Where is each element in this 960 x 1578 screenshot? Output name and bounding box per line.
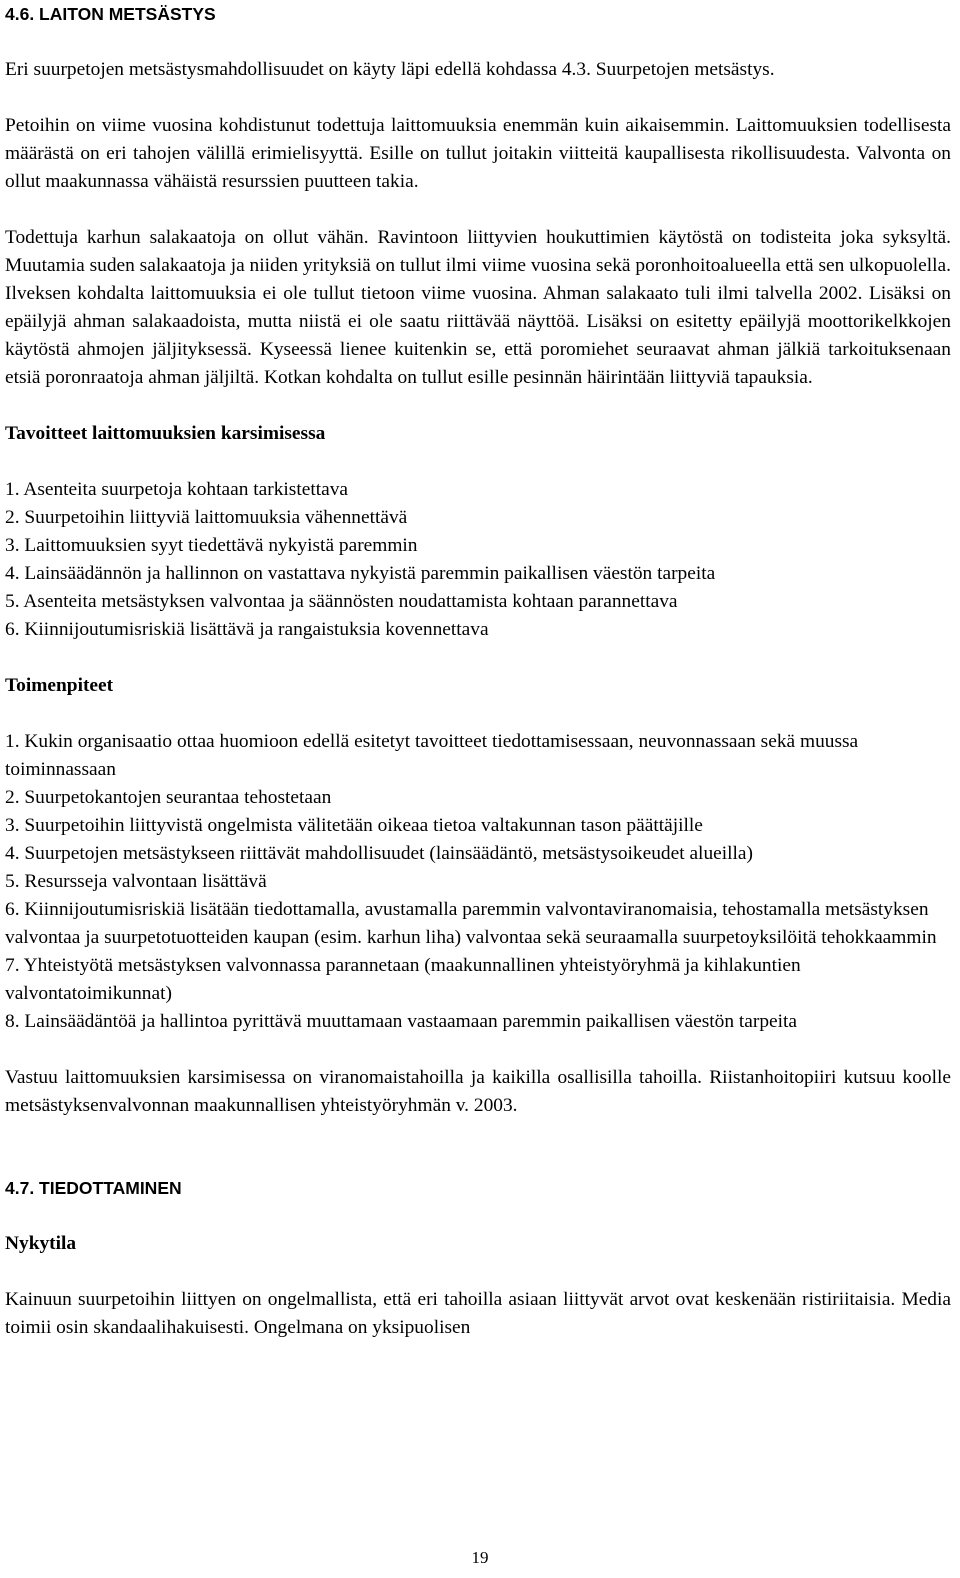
list-item: 1. Kukin organisaatio ottaa huomioon edellä esitetyt tavoitteet tiedottamisessaan, neuvonnassaan sekä muussa toiminnassaan bbox=[5, 731, 859, 780]
list-item: 2. Suurpetoihin liittyviä laittomuuksia vähennettävä bbox=[5, 507, 408, 528]
list-item: 4. Lainsäädännön ja hallinnon on vastattava nykyistä paremmin paikallisen väestön tarpeita bbox=[5, 563, 716, 584]
list-item: 4. Suurpetojen metsästykseen riittävät mahdollisuudet (lainsäädäntö, metsästysoikeudet alueilla) bbox=[5, 843, 753, 864]
species-illegality-paragraph: Todettuja karhun salakaatoja on ollut vähän. Ravintoon liittyvien houkuttimien käytöstä on todisteita joka syksyltä. Muutamia suden salakaatoja ja niiden yrityksiä on tullut ilmi viime vuosina sekä poronhoitoalueella että sen ulkopuolella. Ilveksen kohdalta laittomuuksia ei ole tullut tietoon viime vuosina. Ahman salakaato tuli ilmi talvella 2002. Lisäksi on epäilyjä ahman salakaadoista, mutta niistä ei ole saatu riittävää näyttöä. Lisäksi on esitetty epäilyjä moottorikelkkojen käytöstä ahmojen jäljityksessä. Kyseessä lienee kuitenkin se, että poromiehet seuraavat ahman jälkiä tarkoituksenaan etsiä poronraatoja ahman jäljiltä. Kotkan kohdalta on tullut esille pesinnän häirintään liittyviä tapauksia. bbox=[5, 227, 951, 388]
page-number: 19 bbox=[471, 1548, 489, 1567]
current-state-paragraph: Kainuun suurpetoihin liittyen on ongelmallista, että eri tahoilla asiaan liittyvät arvot ovat keskenään ristiriitaisia. Media toimii osin skandaalihakuisesti. Ongelmana on yksipuolisen bbox=[5, 1289, 951, 1338]
list-item: 1. Asenteita suurpetoja kohtaan tarkistettava bbox=[5, 479, 348, 500]
intro-paragraph: Eri suurpetojen metsästysmahdollisuudet on käyty läpi edellä kohdassa 4.3. Suurpetojen metsästys. bbox=[5, 59, 775, 80]
measures-heading: Toimenpiteet bbox=[5, 675, 114, 696]
list-item: 8. Lainsäädäntöä ja hallintoa pyrittävä muuttamaan vastaamaan paremmin paikallisen väestön tarpeita bbox=[5, 1011, 798, 1032]
goals-list bbox=[5, 476, 951, 644]
list-item: 5. Resursseja valvontaan lisättävä bbox=[5, 871, 267, 892]
list-item: 3. Suurpetoihin liittyvistä ongelmista välitetään oikeaa tietoa valtakunnan tason päättäjille bbox=[5, 815, 703, 836]
section-heading-laiton-metsastys: 4.6. LAITON METSÄSTYS bbox=[5, 4, 216, 24]
responsibility-paragraph: Vastuu laittomuuksien karsimisessa on viranomaistahoilla ja kaikilla osallisilla tahoilla. Riistanhoitopiiri kutsuu koolle metsästyksenvalvonnan maakunnallisen yhteistyöryhmän v. 2003. bbox=[5, 1067, 951, 1116]
section-heading-tiedottaminen: 4.7. TIEDOTTAMINEN bbox=[5, 1178, 182, 1198]
list-item: 2. Suurpetokantojen seurantaa tehostetaan bbox=[5, 787, 332, 808]
list-item: 5. Asenteita metsästyksen valvontaa ja säännösten noudattamista kohtaan parannettava bbox=[5, 591, 678, 612]
goals-heading: Tavoitteet laittomuuksien karsimisessa bbox=[5, 423, 326, 444]
document-page bbox=[5, 0, 951, 1342]
list-item: 7. Yhteistyötä metsästyksen valvonnassa parannetaan (maakunnallinen yhteistyöryhmä ja kihlakuntien valvontatoimikunnat) bbox=[5, 955, 801, 1004]
list-item: 6. Kiinnijoutumisriskiä lisättävä ja rangaistuksia kovennettava bbox=[5, 619, 489, 640]
current-state-heading: Nykytila bbox=[5, 1233, 77, 1254]
list-item: 6. Kiinnijoutumisriskiä lisätään tiedottamalla, avustamalla paremmin valvontaviranomaisia, tehostamalla metsästyksen valvontaa ja suurpetotuotteiden kaupan (esim. karhun liha) valvontaa sekä seuraamalla suurpetoyksilöitä tehokkaammin bbox=[5, 899, 937, 948]
list-item: 3. Laittomuuksien syyt tiedettävä nykyistä paremmin bbox=[5, 535, 418, 556]
illegality-overview-paragraph: Petoihin on viime vuosina kohdistunut todettuja laittomuuksia enemmän kuin aikaisemmin. Laittomuuksien todellisesta määrästä on eri tahojen välillä erimielisyyttä. Esille on tullut joitakin viitteitä kaupallisesta rikollisuudesta. Valvonta on ollut maakunnassa vähäistä resurssien puutteen takia. bbox=[5, 115, 951, 192]
measures-list bbox=[5, 728, 951, 1036]
